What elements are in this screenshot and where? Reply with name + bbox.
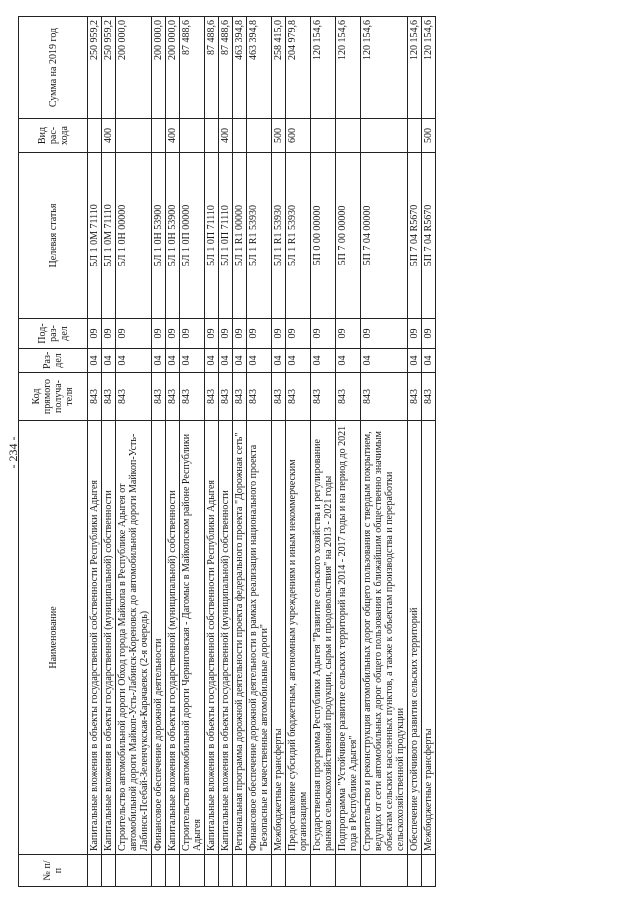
- row-num-cell: [247, 855, 272, 887]
- row-article-cell: 5Л 1 R1 00000: [233, 153, 247, 319]
- table-row: [286, 17, 311, 887]
- row-subsection-cell: 09: [422, 319, 436, 349]
- row-expense-type-cell: 500: [422, 119, 436, 153]
- row-article-cell: 5Л 1 0Н 00000: [116, 153, 152, 319]
- row-num-cell: [88, 855, 102, 887]
- row-name-cell: Финансовое обеспечение дорожной деятельности в рамках реализации национального проекта "Безопасные и качественные автомобильные дороги": [247, 421, 272, 855]
- header-section: Раз-дел: [19, 349, 88, 373]
- row-expense-type-cell: [205, 119, 219, 153]
- row-expense-type-cell: [247, 119, 272, 153]
- row-num-cell: [336, 855, 361, 887]
- row-name-cell: Государственная программа Республики Адыгея "Развитие сельского хозяйства и регулирование рынков сельскохозяйственной продукции, сырья и продовольствия" на 2013 - 2021 годы: [311, 421, 336, 855]
- page-number: - 234 -: [6, 436, 20, 469]
- row-expense-type-cell: [233, 119, 247, 153]
- row-expense-type-cell: [408, 119, 422, 153]
- row-subsection-cell: 09: [88, 319, 102, 349]
- row-article-cell: 5Л 1 0Н 53900: [166, 153, 180, 319]
- row-section-cell: 04: [233, 349, 247, 373]
- row-article-cell: 5П 0 00 00000: [311, 153, 336, 319]
- row-num-cell: [205, 855, 219, 887]
- row-article-cell: 5Л 1 R1 53930: [272, 153, 286, 319]
- row-amount-cell: 258 415,0: [272, 17, 286, 119]
- row-num-cell: [361, 855, 408, 887]
- row-num-cell: [219, 855, 233, 887]
- row-article-cell: 5П 7 04 00000: [361, 153, 408, 319]
- row-amount-cell: 204 979,8: [286, 17, 311, 119]
- row-name-cell: Межбюджетные трансферты: [272, 421, 286, 855]
- row-amount-cell: 250 959,2: [102, 17, 116, 119]
- row-name-cell: Капитальные вложения в объекты государственной собственности Республики Адыгея: [205, 421, 219, 855]
- header-name: Наименование: [19, 421, 88, 855]
- header-code: Код прямого получа-теля: [19, 373, 88, 421]
- row-name-cell: Строительство и реконструкция автомобильных дорог общего пользования с твердым покрытием, ведущих от сети автомобильных дорог общего пользования к ближайшим общественно значимым объектам сельских населенных пунктов, а также к объектам производства и переработки сельскохозяйственной продукции: [361, 421, 408, 855]
- row-subsection-cell: 09: [116, 319, 152, 349]
- row-name-cell: Капитальные вложения в объекты государственной (муниципальной) собственности: [166, 421, 180, 855]
- header-amount: Сумма на 2019 год: [19, 17, 88, 119]
- row-section-cell: 04: [422, 349, 436, 373]
- row-num-cell: [422, 855, 436, 887]
- row-expense-type-cell: 400: [102, 119, 116, 153]
- row-subsection-cell: 09: [219, 319, 233, 349]
- row-section-cell: 04: [219, 349, 233, 373]
- row-code-cell: 843: [116, 373, 152, 421]
- row-subsection-cell: 09: [180, 319, 205, 349]
- row-subsection-cell: 09: [166, 319, 180, 349]
- table-row: [205, 17, 219, 887]
- row-subsection-cell: 09: [233, 319, 247, 349]
- row-num-cell: [408, 855, 422, 887]
- row-section-cell: 04: [311, 349, 336, 373]
- row-code-cell: 843: [180, 373, 205, 421]
- table-row: [408, 17, 422, 887]
- row-subsection-cell: 09: [152, 319, 166, 349]
- row-section-cell: 04: [286, 349, 311, 373]
- row-section-cell: 04: [247, 349, 272, 373]
- row-article-cell: 5П 7 00 00000: [336, 153, 361, 319]
- row-section-cell: 04: [166, 349, 180, 373]
- row-amount-cell: 87 488,6: [219, 17, 233, 119]
- row-article-cell: 5Л 1 0М 71110: [88, 153, 102, 319]
- row-code-cell: 843: [152, 373, 166, 421]
- row-name-cell: Региональная программа дорожной деятельности проекта федерального проекта "Дорожная сеть": [233, 421, 247, 855]
- row-section-cell: 04: [272, 349, 286, 373]
- row-code-cell: 843: [219, 373, 233, 421]
- table-header-row: [19, 17, 88, 887]
- row-article-cell: 5П 7 04 R5670: [422, 153, 436, 319]
- row-article-cell: 5Л 1 R1 53930: [247, 153, 272, 319]
- row-code-cell: 843: [286, 373, 311, 421]
- row-name-cell: Предоставление субсидий бюджетным, автономным учреждениям и иным некоммерческим организациям: [286, 421, 311, 855]
- row-article-cell: 5Л 1 0П 00000: [180, 153, 205, 319]
- row-expense-type-cell: [180, 119, 205, 153]
- header-subsection: Под-раз-дел: [19, 319, 88, 349]
- row-amount-cell: 120 154,6: [361, 17, 408, 119]
- row-code-cell: 843: [408, 373, 422, 421]
- budget-table: [18, 16, 436, 887]
- row-code-cell: 843: [272, 373, 286, 421]
- row-subsection-cell: 09: [311, 319, 336, 349]
- row-subsection-cell: 09: [361, 319, 408, 349]
- row-article-cell: 5Л 1 0П 71110: [205, 153, 219, 319]
- row-amount-cell: 200 000,0: [116, 17, 152, 119]
- row-num-cell: [180, 855, 205, 887]
- row-amount-cell: 200 000,0: [166, 17, 180, 119]
- row-name-cell: Финансовое обеспечение дорожной деятельности: [152, 421, 166, 855]
- row-subsection-cell: 09: [272, 319, 286, 349]
- row-section-cell: 04: [180, 349, 205, 373]
- row-expense-type-cell: [361, 119, 408, 153]
- row-code-cell: 843: [205, 373, 219, 421]
- table-row: [247, 17, 272, 887]
- table-row: [166, 17, 180, 887]
- header-expense-type: Вид рас-хода: [19, 119, 88, 153]
- row-amount-cell: 120 154,6: [336, 17, 361, 119]
- row-code-cell: 843: [88, 373, 102, 421]
- row-expense-type-cell: 500: [272, 119, 286, 153]
- row-section-cell: 04: [205, 349, 219, 373]
- table-row: [88, 17, 102, 887]
- row-amount-cell: 87 488,6: [180, 17, 205, 119]
- row-amount-cell: 463 394,8: [233, 17, 247, 119]
- row-section-cell: 04: [336, 349, 361, 373]
- row-expense-type-cell: 400: [219, 119, 233, 153]
- row-expense-type-cell: [336, 119, 361, 153]
- row-expense-type-cell: [116, 119, 152, 153]
- row-expense-type-cell: [152, 119, 166, 153]
- table-row: [180, 17, 205, 887]
- row-num-cell: [116, 855, 152, 887]
- row-amount-cell: 120 154,6: [422, 17, 436, 119]
- table-row: [361, 17, 408, 887]
- table-row: [336, 17, 361, 887]
- row-article-cell: 5Л 1 R1 53930: [286, 153, 311, 319]
- row-code-cell: 843: [247, 373, 272, 421]
- row-code-cell: 843: [336, 373, 361, 421]
- table-row: [311, 17, 336, 887]
- row-name-cell: Капитальные вложения в объекты государственной (муниципальной) собственности: [219, 421, 233, 855]
- row-subsection-cell: 09: [286, 319, 311, 349]
- row-num-cell: [286, 855, 311, 887]
- row-section-cell: 04: [116, 349, 152, 373]
- row-subsection-cell: 09: [247, 319, 272, 349]
- row-expense-type-cell: 600: [286, 119, 311, 153]
- row-article-cell: 5Л 1 0Н 53900: [152, 153, 166, 319]
- row-expense-type-cell: [311, 119, 336, 153]
- row-subsection-cell: 09: [205, 319, 219, 349]
- row-amount-cell: 120 154,6: [408, 17, 422, 119]
- row-subsection-cell: 09: [102, 319, 116, 349]
- row-name-cell: Капитальные вложения в объекты государственной (муниципальной) собственности: [102, 421, 116, 855]
- row-section-cell: 04: [152, 349, 166, 373]
- table-row: [233, 17, 247, 887]
- row-num-cell: [152, 855, 166, 887]
- row-amount-cell: 463 394,8: [247, 17, 272, 119]
- table-row: [102, 17, 116, 887]
- row-amount-cell: 120 154,6: [311, 17, 336, 119]
- table-row: [219, 17, 233, 887]
- row-section-cell: 04: [408, 349, 422, 373]
- row-subsection-cell: 09: [336, 319, 361, 349]
- row-num-cell: [233, 855, 247, 887]
- row-name-cell: Обеспечение устойчивого развития сельских территорий: [408, 421, 422, 855]
- row-amount-cell: 250 959,2: [88, 17, 102, 119]
- row-code-cell: 843: [233, 373, 247, 421]
- row-name-cell: Строительство автомобильной дороги Черниговская - Дагомыс в Майкопском районе Республики Адыгея: [180, 421, 205, 855]
- row-expense-type-cell: 400: [166, 119, 180, 153]
- table-row: [116, 17, 152, 887]
- table-body: [88, 17, 436, 887]
- row-code-cell: 843: [102, 373, 116, 421]
- row-code-cell: 843: [166, 373, 180, 421]
- header-num: № п/п: [19, 855, 88, 887]
- row-amount-cell: 200 000,0: [152, 17, 166, 119]
- table-row: [422, 17, 436, 887]
- table-row: [272, 17, 286, 887]
- row-article-cell: 5Л 1 0М 71110: [102, 153, 116, 319]
- row-section-cell: 04: [361, 349, 408, 373]
- row-num-cell: [311, 855, 336, 887]
- row-num-cell: [102, 855, 116, 887]
- row-code-cell: 843: [361, 373, 408, 421]
- row-name-cell: Строительство автомобильной дороги Обход города Майкопа в Республике Адыгея от автомобильной дороги Майкоп-Усть-Лабинск-Кореновск до автомобильной дороги Майкоп-Усть-Лабинск-Псебай-Зеленчукская-Карачаевск (2-я очередь): [116, 421, 152, 855]
- row-num-cell: [272, 855, 286, 887]
- row-name-cell: Подпрограмма "Устойчивое развитие сельских территорий на 2014 - 2017 годы и на период до 2021 года в Республике Адыгея": [336, 421, 361, 855]
- row-num-cell: [166, 855, 180, 887]
- row-subsection-cell: 09: [408, 319, 422, 349]
- row-expense-type-cell: [88, 119, 102, 153]
- row-section-cell: 04: [102, 349, 116, 373]
- row-code-cell: 843: [422, 373, 436, 421]
- row-name-cell: Капитальные вложения в объекты государственной собственности Республики Адыгея: [88, 421, 102, 855]
- row-section-cell: 04: [88, 349, 102, 373]
- row-name-cell: Межбюджетные трансферты: [422, 421, 436, 855]
- row-code-cell: 843: [311, 373, 336, 421]
- header-article: Целевая статья: [19, 153, 88, 319]
- table-row: [152, 17, 166, 887]
- row-article-cell: 5П 7 04 R5670: [408, 153, 422, 319]
- row-article-cell: 5Л 1 0П 71110: [219, 153, 233, 319]
- row-amount-cell: 87 488,6: [205, 17, 219, 119]
